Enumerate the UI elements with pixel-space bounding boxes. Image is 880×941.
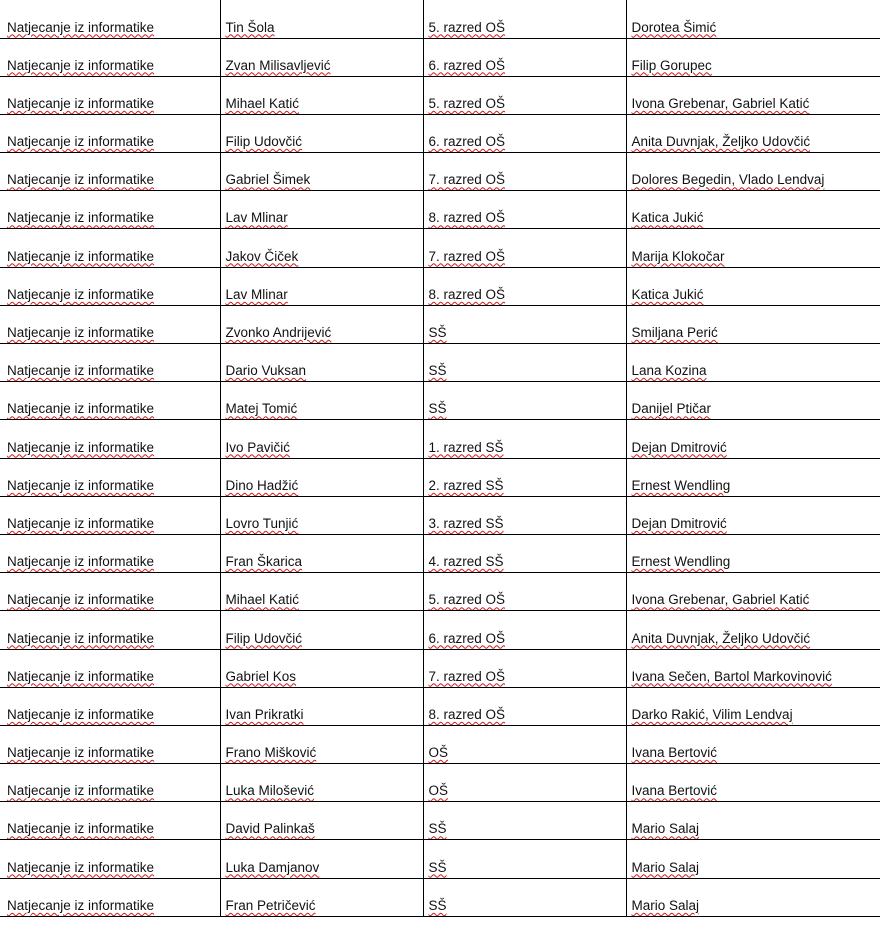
mentor-cell[interactable]	[626, 573, 880, 611]
cell-text: Natjecanje iz informatike	[7, 19, 155, 35]
cell-text: Ivana Bertović	[631, 745, 718, 761]
competition-cell[interactable]	[0, 802, 220, 840]
table-row	[0, 191, 880, 229]
cell-text: Ivan Prikratki	[225, 706, 304, 722]
grade-cell[interactable]	[423, 420, 626, 458]
competition-cell[interactable]	[0, 114, 220, 152]
cell-text: Filip Udovčić	[225, 630, 303, 646]
mentor-cell[interactable]	[626, 344, 880, 382]
mentor-cell[interactable]	[626, 840, 880, 878]
mentor-cell[interactable]	[626, 458, 880, 496]
student-name-cell[interactable]	[220, 114, 423, 152]
competition-cell[interactable]	[0, 382, 220, 420]
cell-text: Gabriel Kos	[225, 668, 297, 684]
student-name-cell[interactable]	[220, 687, 423, 725]
cell-text: 7. razred OŠ	[428, 668, 506, 684]
cell-text: Dejan Dmitrović	[631, 515, 727, 531]
competition-cell[interactable]	[0, 649, 220, 687]
table-row	[0, 878, 880, 916]
mentor-cell[interactable]	[626, 878, 880, 916]
table-row	[0, 344, 880, 382]
cell-text: 3. razred SŠ	[428, 515, 504, 531]
mentor-cell[interactable]	[626, 0, 880, 38]
student-name-cell[interactable]	[220, 153, 423, 191]
cell-text: Natjecanje iz informatike	[7, 897, 155, 913]
mentor-cell[interactable]	[626, 496, 880, 534]
cell-text: Natjecanje iz informatike	[7, 363, 155, 379]
cell-text: Natjecanje iz informatike	[7, 821, 155, 837]
cell-text: Mihael Katić	[225, 592, 300, 608]
cell-text: 4. razred SŠ	[428, 554, 504, 570]
table-row	[0, 382, 880, 420]
cell-text: Matej Tomić	[225, 401, 298, 417]
cell-text: Lana Kozina	[631, 363, 707, 379]
competition-cell[interactable]	[0, 496, 220, 534]
mentor-cell[interactable]	[626, 305, 880, 343]
cell-text: 8. razred OŠ	[428, 706, 506, 722]
competition-cell[interactable]	[0, 534, 220, 572]
cell-text: Natjecanje iz informatike	[7, 134, 155, 150]
mentor-cell[interactable]	[626, 649, 880, 687]
cell-text: SŠ	[428, 401, 447, 417]
mentor-cell[interactable]	[626, 153, 880, 191]
cell-text: Mario Salaj	[631, 859, 700, 875]
grade-cell[interactable]	[423, 458, 626, 496]
cell-text: Ernest Wendling	[631, 477, 731, 493]
student-name-cell[interactable]	[220, 420, 423, 458]
table-row	[0, 420, 880, 458]
mentor-cell[interactable]	[626, 382, 880, 420]
competition-cell[interactable]	[0, 191, 220, 229]
cell-text: Ivana Sečen, Bartol Markovinović	[631, 668, 832, 684]
cell-text: Zvan Milisavljević	[225, 57, 331, 73]
student-name-cell[interactable]	[220, 534, 423, 572]
competition-cell[interactable]	[0, 38, 220, 76]
cell-text: Natjecanje iz informatike	[7, 668, 155, 684]
cell-text: Natjecanje iz informatike	[7, 401, 155, 417]
competition-cell[interactable]	[0, 573, 220, 611]
student-name-cell[interactable]	[220, 305, 423, 343]
cell-text: Lav Mlinar	[225, 210, 288, 226]
cell-text: Natjecanje iz informatike	[7, 172, 155, 188]
student-name-cell[interactable]	[220, 458, 423, 496]
cell-text: Tin Šola	[225, 19, 275, 35]
grade-cell[interactable]	[423, 0, 626, 38]
cell-text: Filip Gorupec	[631, 57, 712, 73]
table-row	[0, 573, 880, 611]
cell-text: 2. razred SŠ	[428, 477, 504, 493]
student-name-cell[interactable]	[220, 878, 423, 916]
mentor-cell[interactable]	[626, 764, 880, 802]
cell-text: Mario Salaj	[631, 897, 700, 913]
cell-text: 6. razred OŠ	[428, 57, 506, 73]
cell-text: SŠ	[428, 897, 447, 913]
table-row	[0, 38, 880, 76]
mentor-cell[interactable]	[626, 687, 880, 725]
grade-cell[interactable]	[423, 687, 626, 725]
mentor-cell[interactable]	[626, 611, 880, 649]
grade-cell[interactable]	[423, 496, 626, 534]
cell-text: 7. razred OŠ	[428, 248, 506, 264]
cell-text: Filip Udovčić	[225, 134, 303, 150]
table-row	[0, 611, 880, 649]
cell-text: Fran Petričević	[225, 897, 316, 913]
grade-cell[interactable]	[423, 534, 626, 572]
competition-cell[interactable]	[0, 344, 220, 382]
student-name-cell[interactable]	[220, 764, 423, 802]
student-name-cell[interactable]	[220, 38, 423, 76]
cell-text: 6. razred OŠ	[428, 134, 506, 150]
cell-text: SŠ	[428, 859, 447, 875]
competition-cell[interactable]	[0, 229, 220, 267]
cell-text: Mario Salaj	[631, 821, 700, 837]
cell-text: Lav Mlinar	[225, 286, 288, 302]
cell-text: SŠ	[428, 325, 447, 340]
student-name-cell[interactable]	[220, 229, 423, 267]
table-row	[0, 267, 880, 305]
cell-text: Smiljana Perić	[631, 325, 718, 340]
mentor-cell[interactable]	[626, 191, 880, 229]
cell-text: Jakov Čiček	[225, 248, 299, 264]
competition-cell[interactable]	[0, 878, 220, 916]
mentor-cell[interactable]	[626, 114, 880, 152]
grade-cell[interactable]	[423, 267, 626, 305]
cell-text: Natjecanje iz informatike	[7, 745, 155, 761]
competition-cell[interactable]	[0, 687, 220, 725]
mentor-cell[interactable]	[626, 267, 880, 305]
student-name-cell[interactable]	[220, 382, 423, 420]
table-row	[0, 496, 880, 534]
table-row	[0, 840, 880, 878]
table-row	[0, 649, 880, 687]
cell-text: Natjecanje iz informatike	[7, 248, 155, 264]
student-name-cell[interactable]	[220, 725, 423, 763]
grade-cell[interactable]	[423, 76, 626, 114]
cell-text: Natjecanje iz informatike	[7, 783, 155, 799]
table-row	[0, 114, 880, 152]
grade-cell[interactable]	[423, 191, 626, 229]
grade-cell[interactable]	[423, 802, 626, 840]
cell-text: Ivona Grebenar, Gabriel Katić	[631, 592, 810, 608]
cell-text: Natjecanje iz informatike	[7, 286, 155, 302]
cell-text: 5. razred OŠ	[428, 19, 506, 35]
student-name-cell[interactable]	[220, 802, 423, 840]
cell-text: SŠ	[428, 363, 447, 379]
competition-cell[interactable]	[0, 420, 220, 458]
cell-text: Anita Duvnjak, Željko Udovčić	[631, 134, 811, 150]
grade-cell[interactable]	[423, 153, 626, 191]
table-row	[0, 229, 880, 267]
cell-text: Zvonko Andrijević	[225, 325, 332, 340]
table-row	[0, 725, 880, 763]
cell-text: Dino Hadžić	[225, 477, 299, 493]
student-name-cell[interactable]	[220, 573, 423, 611]
student-name-cell[interactable]	[220, 344, 423, 382]
cell-text: 8. razred OŠ	[428, 286, 506, 302]
grade-cell[interactable]	[423, 649, 626, 687]
cell-text: Natjecanje iz informatike	[7, 439, 155, 455]
mentor-cell[interactable]	[626, 76, 880, 114]
cell-text: 6. razred OŠ	[428, 630, 506, 646]
competition-cell[interactable]	[0, 0, 220, 38]
competition-cell[interactable]	[0, 76, 220, 114]
grade-cell[interactable]	[423, 229, 626, 267]
cell-text: Natjecanje iz informatike	[7, 515, 155, 531]
student-name-cell[interactable]	[220, 840, 423, 878]
cell-text: SŠ	[428, 821, 447, 837]
competition-cell[interactable]	[0, 305, 220, 343]
grade-cell[interactable]	[423, 305, 626, 343]
cell-text: Luka Damjanov	[225, 859, 320, 875]
cell-text: Luka Milošević	[225, 783, 315, 799]
grade-cell[interactable]	[423, 344, 626, 382]
cell-text: David Palinkaš	[225, 821, 315, 837]
cell-text: 7. razred OŠ	[428, 172, 506, 188]
cell-text: Ivana Bertović	[631, 783, 718, 799]
cell-text: Gabriel Šimek	[225, 172, 311, 188]
grade-cell[interactable]	[423, 573, 626, 611]
cell-text: Dario Vuksan	[225, 363, 307, 379]
mentor-cell[interactable]	[626, 420, 880, 458]
cell-text: Dejan Dmitrović	[631, 439, 727, 455]
table-row	[0, 0, 880, 38]
grade-cell[interactable]	[423, 840, 626, 878]
cell-text: OŠ	[428, 783, 449, 799]
cell-text: 1. razred SŠ	[428, 439, 504, 455]
grade-cell[interactable]	[423, 764, 626, 802]
cell-text: OŠ	[428, 745, 449, 761]
mentor-cell[interactable]	[626, 802, 880, 840]
cell-text: Natjecanje iz informatike	[7, 57, 155, 73]
grade-cell[interactable]	[423, 382, 626, 420]
table-row	[0, 153, 880, 191]
student-name-cell[interactable]	[220, 649, 423, 687]
student-name-cell[interactable]	[220, 496, 423, 534]
table-row	[0, 458, 880, 496]
cell-text: Ivo Pavičić	[225, 439, 291, 455]
cell-text: Dorotea Šimić	[631, 19, 717, 35]
mentor-cell[interactable]	[626, 38, 880, 76]
cell-text: Danijel Ptičar	[631, 401, 712, 417]
student-name-cell[interactable]	[220, 191, 423, 229]
grade-cell[interactable]	[423, 611, 626, 649]
cell-text: Natjecanje iz informatike	[7, 630, 155, 646]
student-name-cell[interactable]	[220, 611, 423, 649]
competition-cell[interactable]	[0, 840, 220, 878]
cell-text: Katica Jukić	[631, 210, 704, 226]
cell-text: Mihael Katić	[225, 95, 300, 111]
cell-text: Katica Jukić	[631, 286, 704, 302]
table-row	[0, 534, 880, 572]
cell-text: Natjecanje iz informatike	[7, 859, 155, 875]
mentor-cell[interactable]	[626, 725, 880, 763]
cell-text: Natjecanje iz informatike	[7, 477, 155, 493]
mentor-cell[interactable]	[626, 229, 880, 267]
competition-cell[interactable]	[0, 611, 220, 649]
cell-text: 5. razred OŠ	[428, 95, 506, 111]
cell-text: Darko Rakić, Vilim Lendvaj	[631, 706, 793, 722]
cell-text: Dolores Begedin, Vlado Lendvaj	[631, 172, 825, 188]
cell-text: Natjecanje iz informatike	[7, 592, 155, 608]
table-row	[0, 305, 880, 343]
student-name-cell[interactable]	[220, 76, 423, 114]
cell-text: Natjecanje iz informatike	[7, 325, 155, 340]
table-row	[0, 687, 880, 725]
table-row	[0, 76, 880, 114]
cell-text: Anita Duvnjak, Željko Udovčić	[631, 630, 811, 646]
competition-cell[interactable]	[0, 458, 220, 496]
grade-cell[interactable]	[423, 725, 626, 763]
student-name-cell[interactable]	[220, 0, 423, 38]
cell-text: Natjecanje iz informatike	[7, 210, 155, 226]
competition-cell[interactable]	[0, 725, 220, 763]
mentor-cell[interactable]	[626, 534, 880, 572]
cell-text: Ernest Wendling	[631, 554, 731, 570]
grade-cell[interactable]	[423, 38, 626, 76]
table-row	[0, 802, 880, 840]
cell-text: Natjecanje iz informatike	[7, 95, 155, 111]
cell-text: Natjecanje iz informatike	[7, 554, 155, 570]
cell-text: Fran Škarica	[225, 554, 303, 570]
cell-text: Natjecanje iz informatike	[7, 706, 155, 722]
cell-text: 5. razred OŠ	[428, 592, 506, 608]
competition-cell[interactable]	[0, 764, 220, 802]
cell-text: 8. razred OŠ	[428, 210, 506, 226]
grade-cell[interactable]	[423, 114, 626, 152]
cell-text: Frano Mišković	[225, 745, 317, 761]
cell-text: Ivona Grebenar, Gabriel Katić	[631, 95, 810, 111]
competition-cell[interactable]	[0, 267, 220, 305]
cell-text: Marija Klokočar	[631, 248, 725, 264]
student-name-cell[interactable]	[220, 267, 423, 305]
cell-text: Lovro Tunjić	[225, 515, 299, 531]
competition-cell[interactable]	[0, 153, 220, 191]
grade-cell[interactable]	[423, 878, 626, 916]
table-row	[0, 764, 880, 802]
